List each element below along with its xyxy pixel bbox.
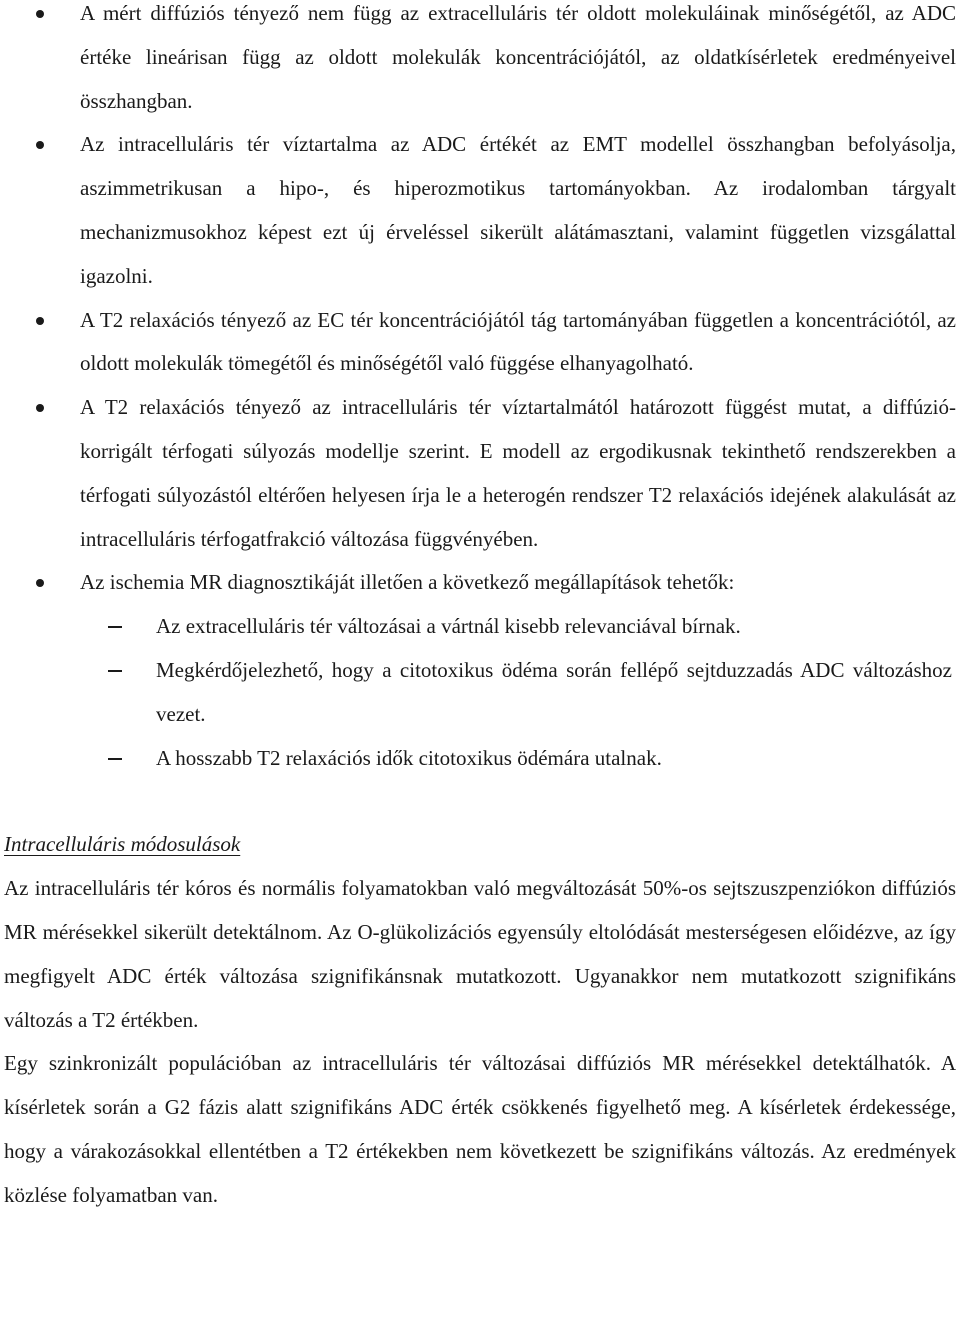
bullet-item-3 bbox=[0, 299, 960, 387]
sub-item-1 bbox=[0, 605, 956, 649]
sub-item-text: Megkérdőjelezhető, hogy a citotoxikus ödéma során fellépő sejtduzzadás ADC változáshoz vezet. bbox=[156, 657, 952, 726]
bullet-dot-icon bbox=[36, 10, 44, 18]
paragraph-1: Az intracelluláris tér kóros és normális folyamatokban való megváltozását 50%-os sejtszuszpenziókon diffúziós MR mérésekkel sikerült detektálnom. Az O-glükolizációs egyensúly eltolódását mesterségesen előidézve, az így megfigyelt ADC érték változása szignifikánsnak mutatkozott. Ugyanakkor nem mutatkozott szignifikáns változás a T2 értékben. bbox=[4, 876, 956, 1032]
dash-icon bbox=[108, 626, 122, 628]
bullet-dot-icon bbox=[36, 317, 44, 325]
bullet-text: A T2 relaxációs tényező az intracelluláris tér víztartalmától határozott függést mutat, a diffúzió-korrigált térfogati súlyozás modellje szerint. E modell az ergodikusnak tekinthető rendszerekben a térfogati súlyozástól eltérően helyesen írja le a heterogén rendszer T2 relaxációs idejének alakulását az intracelluláris térfogatfrakció változása függvényében. bbox=[80, 395, 956, 551]
sub-item-text: A hosszabb T2 relaxációs idők citotoxikus ödémára utalnak. bbox=[156, 745, 662, 770]
bullet-text: Az ischemia MR diagnosztikáját illetően a következő megállapítások tehetők: bbox=[80, 570, 735, 595]
section-heading: Intracelluláris módosulások bbox=[4, 832, 241, 857]
bullet-text: A T2 relaxációs tényező az EC tér koncentrációjától tág tartományában független a koncentrációtól, az oldott molekulák tömegétől és minőségétől való függése elhanyagolható. bbox=[80, 307, 956, 376]
bullet-dot-icon bbox=[36, 141, 44, 149]
sub-item-2 bbox=[0, 649, 956, 737]
sub-item-3 bbox=[0, 737, 956, 781]
bullet-text: A mért diffúziós tényező nem függ az extracelluláris tér oldott molekuláinak minőségétől, az ADC értéke lineárisan függ az oldott molekulák koncentrációjától, az oldatkísérletek eredményeivel összhangban. bbox=[80, 1, 956, 113]
paragraph-2: Egy szinkronizált populációban az intracelluláris tér változásai diffúziós MR mérésekkel detektálhatók. A kísérletek során a G2 fázis alatt szignifikáns ADC érték csökkenés figyelhető meg. A kísérletek érdekessége, hogy a várakozásokkal ellentétben a T2 értékekben nem következett be szignifikáns változás. Az eredmények közlése folyamatban van. bbox=[4, 1051, 956, 1207]
bullet-dot-icon bbox=[36, 579, 44, 587]
bullet-item-4 bbox=[0, 386, 960, 561]
bullet-item-2 bbox=[0, 123, 960, 298]
bullet-text: Az intracelluláris tér víztartalma az ADC értékét az EMT modellel összhangban befolyásolja, aszimmetrikusan a hipo-, és hiperozmotikus tartományokban. Az irodalomban tárgyalt mechanizmusokhoz képest ezt új érveléssel sikerült alátámasztani, valamint független vizsgálattal igazolni. bbox=[80, 132, 956, 288]
sub-item-text: Az extracelluláris tér változásai a vártnál kisebb relevanciával bírnak. bbox=[156, 614, 741, 639]
bullet-dot-icon bbox=[36, 404, 44, 412]
bullet-item-1 bbox=[0, 0, 960, 123]
dash-icon bbox=[108, 670, 122, 672]
bullet-item-5 bbox=[0, 561, 960, 780]
ischemia-sub-list bbox=[80, 605, 956, 780]
dash-icon bbox=[108, 758, 122, 760]
